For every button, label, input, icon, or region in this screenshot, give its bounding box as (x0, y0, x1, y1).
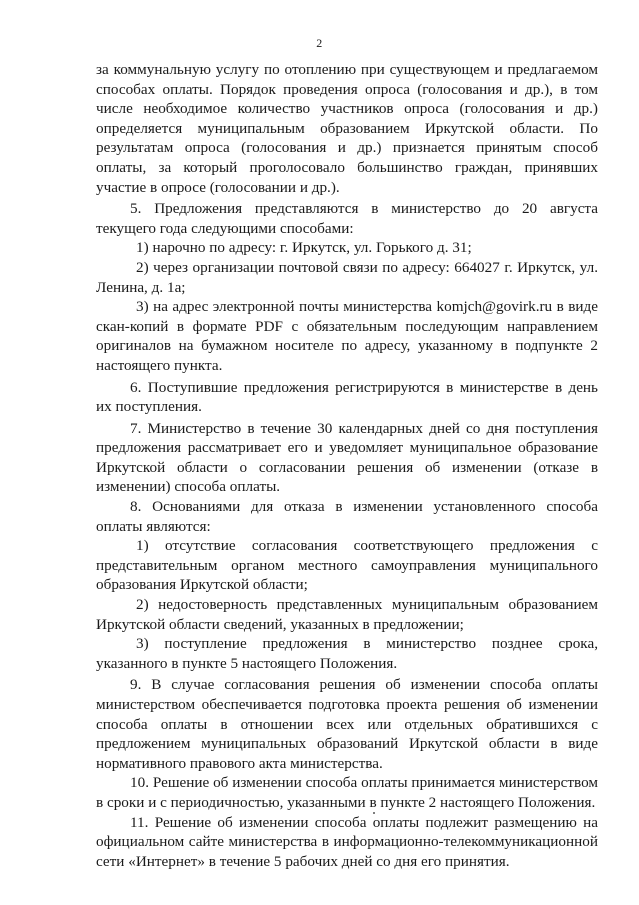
paragraph-9-approval: 9. В случае согласования решения об изменении способа оплаты министерством обеспечивается подготовка проекта решения об изменении способа оплаты в отношении всех или отдельных обратившихся с предложением муниципальных образований Иркутской области в виде нормативного правового акта министерства. (96, 676, 598, 772)
paragraph-5-method-2: 2) через организации почтовой связи по адресу: 664027 г. Иркутск, ул. Ленина, д. 1а; (96, 258, 598, 296)
paragraph-8-ground-1: 1) отсутствие согласования соответствующего предложения с представительным органом местного самоуправления муниципального образования Иркутской области; (96, 537, 598, 594)
paragraph-8-refusal-grounds: 8. Основаниями для отказа в изменении установленного способа оплаты являются: (96, 498, 598, 535)
paragraph-7-review: 7. Министерство в течение 30 календарных дней со дня поступления предложения рассматривает его и уведомляет муниципальное образование Иркутской области о согласовании решения об изменении (отказе в изменении) способа оплаты. (96, 419, 598, 496)
paragraph-10-decision: 10. Решение об изменении способа оплаты принимается министерством в сроки и с периодичностью, указанными в пункте 2 настоящего Положения. (96, 774, 598, 811)
page-number: 2 (316, 36, 323, 50)
paragraph-5-method-1: 1) нарочно по адресу: г. Иркутск, ул. Горького д. 31; (136, 239, 472, 257)
paragraph-6-registration: 6. Поступившие предложения регистрируются в министерстве в день их поступления. (96, 378, 598, 416)
scan-dot-mark (373, 812, 375, 814)
paragraph-poll-procedure: за коммунальную услугу по отоплению при существующем и предлагаемом способах оплаты. Порядок проведения опроса (голосования и др.), в том числе необходимое количество участников опроса (голосования и др.) определяется муниципальным образованием Иркутской области. По результатам опроса (голосования и др.) признается принятым способ оплаты, за который проголосовало большинство граждан, принявших участие в опросе (голосовании и др.). (96, 61, 598, 196)
paragraph-5-submission: 5. Предложения представляются в министерство до 20 августа текущего года следующими способами: (96, 200, 598, 237)
paragraph-8-ground-2: 2) недостоверность представленных муниципальным образованием Иркутской области сведений, указанных в предложении; (96, 596, 598, 633)
paragraph-8-ground-3: 3) поступление предложения в министерство позднее срока, указанного в пункте 5 настоящего Положения. (96, 635, 598, 672)
paragraph-5-method-3: 3) на адрес электронной почты министерства komjch@govirk.ru в виде скан-копий в формате PDF с обязательным последующим направлением оригиналов на бумажном носителе по адресу, указанному в подпункте 2 настоящего пункта. (96, 298, 598, 374)
document-body (96, 60, 598, 871)
paragraph-11-publication: 11. Решение об изменении способа оплаты подлежит размещению на официальном сайте министерства в информационно-телекоммуникационной сети «Интернет» в течение 5 рабочих дней со дня его принятия. (96, 813, 598, 870)
